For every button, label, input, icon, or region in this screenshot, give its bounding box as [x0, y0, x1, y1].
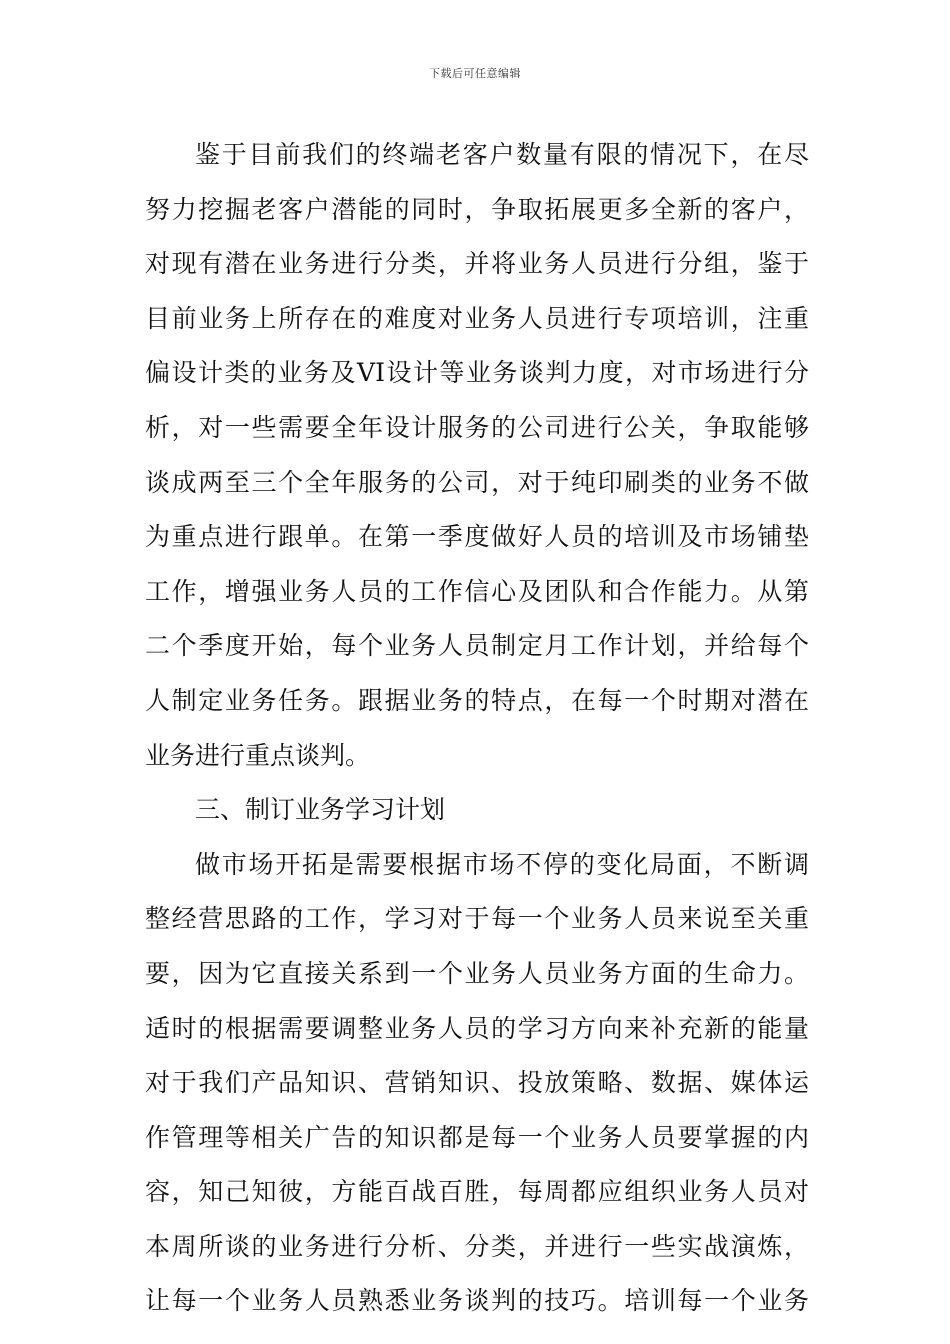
- text-line: 业务进行重点谈判。: [145, 740, 371, 770]
- text-line: 工作，增强业务人员的工作信心及团队和合作能力。从第: [145, 576, 809, 606]
- text-line: 要，因为它直接关系到一个业务人员业务方面的生命力。: [145, 958, 809, 988]
- text-line: 努力挖掘老客户潜能的同时，争取拓展更多全新的客户，: [145, 194, 809, 224]
- text-line: 整经营思路的工作，学习对于每一个业务人员来说至关重: [145, 904, 809, 934]
- text-line: 容，知己知彼，方能百战百胜，每周都应组织业务人员对: [145, 1177, 809, 1207]
- header-note: 下载后可任意编辑: [429, 67, 521, 80]
- text-line: 做市场开拓是需要根据市场不停的变化局面，不断调: [195, 849, 809, 879]
- text-line: 为重点进行跟单。在第一季度做好人员的培训及市场铺垫: [145, 522, 809, 552]
- text-line: 作管理等相关广告的知识都是每一个业务人员要掌握的内: [145, 1122, 809, 1152]
- text-line: 偏设计类的业务及VI设计等业务谈判力度，对市场进行分: [145, 358, 809, 388]
- text-line: 二个季度开始，每个业务人员制定月工作计划，并给每个: [145, 631, 809, 661]
- text-line: 谈成两至三个全年服务的公司，对于纯印刷类的业务不做: [145, 467, 809, 497]
- text-line: 鉴于目前我们的终端老客户数量有限的情况下，在尽: [195, 140, 809, 169]
- body-text: [145, 128, 809, 1329]
- text-line: 本周所谈的业务进行分析、分类，并进行一些实战演炼，: [145, 1231, 809, 1261]
- text-line: 对于我们产品知识、营销知识、投放策略、数据、媒体运: [145, 1068, 809, 1098]
- text-line: 三、制订业务学习计划: [195, 795, 446, 825]
- text-line: 适时的根据需要调整业务人员的学习方向来补充新的能量: [145, 1013, 809, 1043]
- text-line: 人制定业务任务。跟据业务的特点，在每一个时期对潜在: [145, 685, 809, 715]
- text-line: 目前业务上所存在的难度对业务人员进行专项培训，注重: [145, 303, 809, 333]
- text-line: 对现有潜在业务进行分类，并将业务人员进行分组，鉴于: [145, 249, 809, 279]
- text-line: 析，对一些需要全年设计服务的公司进行公关，争取能够: [145, 412, 809, 442]
- text-line: 让每一个业务人员熟悉业务谈判的技巧。培训每一个业务: [145, 1286, 809, 1316]
